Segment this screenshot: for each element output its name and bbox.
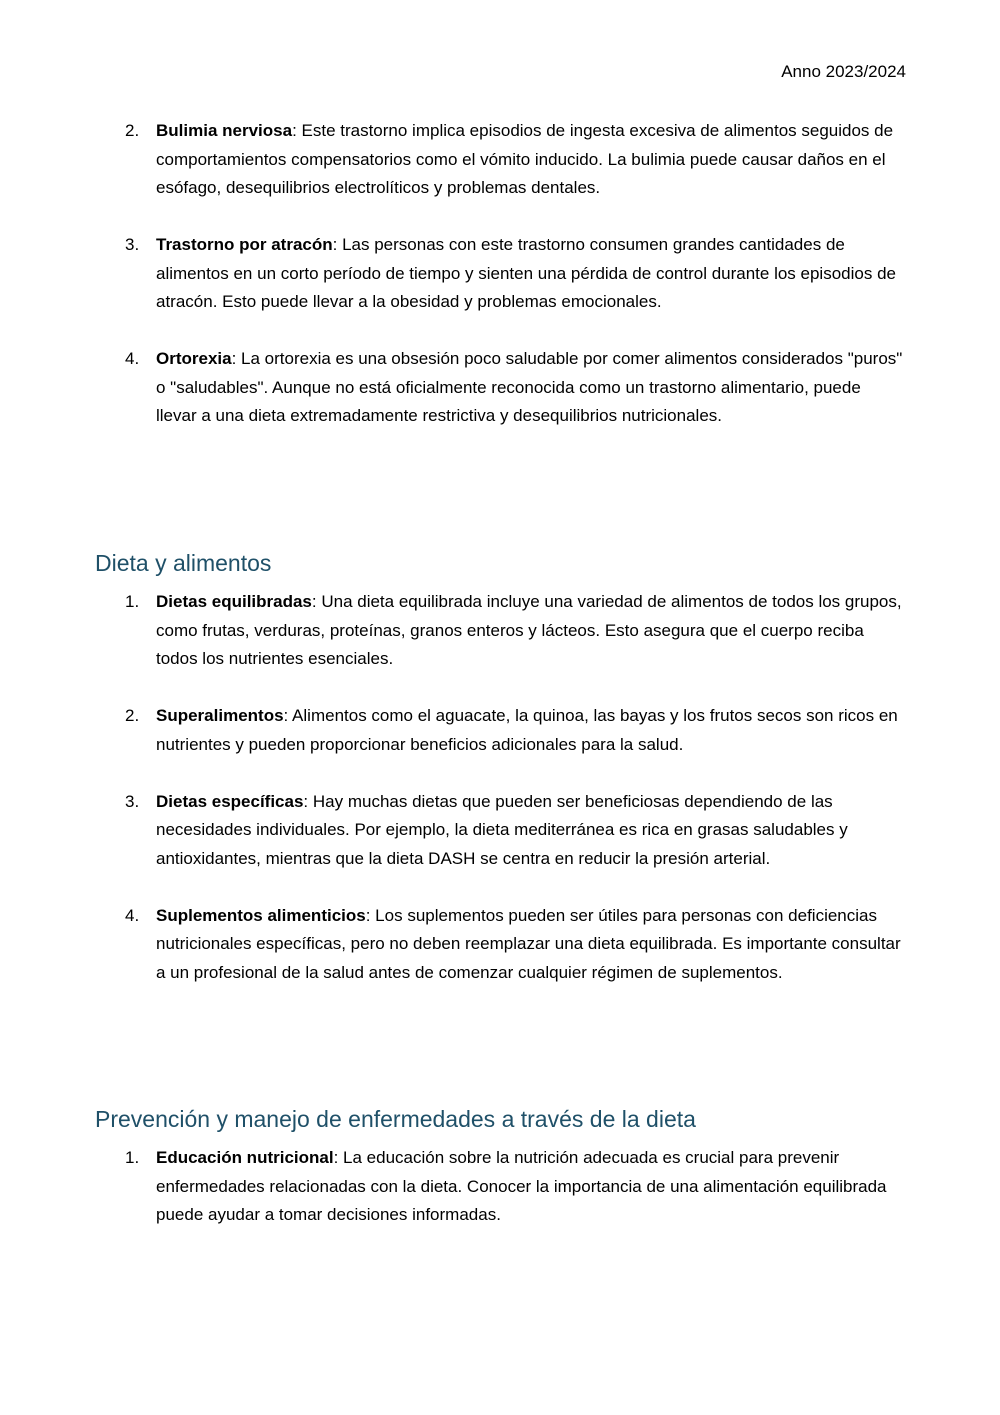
item-text: : Hay muchas dietas que pueden ser beneficiosas dependiendo de las necesidades individuales. Por ejemplo, la dieta mediterránea es rica en grasas saludables y antioxidantes, mientras que la dieta DASH se centra en reducir la presión arterial.: [156, 791, 848, 868]
list-item: [0, 345, 1000, 431]
item-term: Superalimentos: [156, 706, 284, 725]
item-number: 1.: [125, 1148, 140, 1167]
item-term: Dietas equilibradas: [156, 592, 312, 611]
item-text: : Una dieta equilibrada incluye una variedad de alimentos de todos los grupos, como frutas, verduras, proteínas, granos enteros y lácteos. Esto asegura que el cuerpo reciba todos los nutrientes esenciales.: [156, 592, 902, 668]
header-year: Anno 2023/2024: [781, 62, 906, 81]
dieta-list: [0, 588, 1000, 1016]
list-item: [0, 702, 1000, 759]
item-term: Bulimia nerviosa: [156, 121, 293, 140]
item-text: : La ortorexia es una obsesión poco saludable por comer alimentos considerados "puros" o "saludables". Aunque no está oficialmente reconocida como un trastorno alimentario, puede llevar a una dieta extremadamente restrictiva y desequilibrios nutricionales.: [156, 349, 903, 425]
item-number: 3.: [125, 791, 140, 811]
item-term: Dietas específicas: [156, 791, 304, 811]
item-term: Educación nutricional: [156, 1148, 334, 1167]
list-item: [0, 588, 1000, 674]
section-title-prevencion: Prevención y manejo de enfermedades a través de la dieta: [95, 1106, 696, 1132]
item-number: 3.: [125, 235, 140, 254]
list-item: [0, 1144, 1000, 1230]
item-number: 2.: [125, 121, 140, 140]
item-text: : Este trastorno implica episodios de ingesta excesiva de alimentos seguidos de comportamientos compensatorios como el vómito inducido. La bulimia puede causar daños en el esófago, desequilibrios electrolíticos y problemas dentales.: [156, 121, 894, 197]
item-term: Trastorno por atracón: [156, 235, 333, 254]
section-title-dieta: Dieta y alimentos: [95, 550, 272, 576]
item-term: Suplementos alimenticios: [156, 905, 366, 925]
item-number: 4.: [125, 905, 140, 925]
item-number: 1.: [125, 592, 140, 611]
list-item: [0, 231, 1000, 317]
list-item: [0, 902, 1000, 988]
item-text: : Las personas con este trastorno consumen grandes cantidades de alimentos en un corto período de tiempo y sienten una pérdida de control durante los episodios de atracón. Esto puede llevar a la obesidad y problemas emocionales.: [156, 235, 896, 311]
eating-disorders-list: [0, 117, 1000, 459]
prevencion-list: [0, 1144, 1000, 1258]
list-item: [0, 788, 1000, 874]
item-term: Ortorexia: [156, 349, 232, 368]
item-number: 4.: [125, 349, 140, 368]
list-item: [0, 117, 1000, 203]
item-number: 2.: [125, 706, 140, 725]
item-text: : La educación sobre la nutrición adecuada es crucial para prevenir enfermedades relacionadas con la dieta. Conocer la importancia de una alimentación equilibrada puede ayudar a tomar decisiones informadas.: [156, 1148, 887, 1224]
item-text: : Los suplementos pueden ser útiles para personas con deficiencias nutricionales específicas, pero no deben reemplazar una dieta equilibrada. Es importante consultar a un profesional de la salud antes de comenzar cualquier régimen de suplementos.: [156, 905, 901, 982]
item-text: : Alimentos como el aguacate, la quinoa, las bayas y los frutos secos son ricos en nutrientes y pueden proporcionar beneficios adicionales para la salud.: [156, 706, 898, 754]
